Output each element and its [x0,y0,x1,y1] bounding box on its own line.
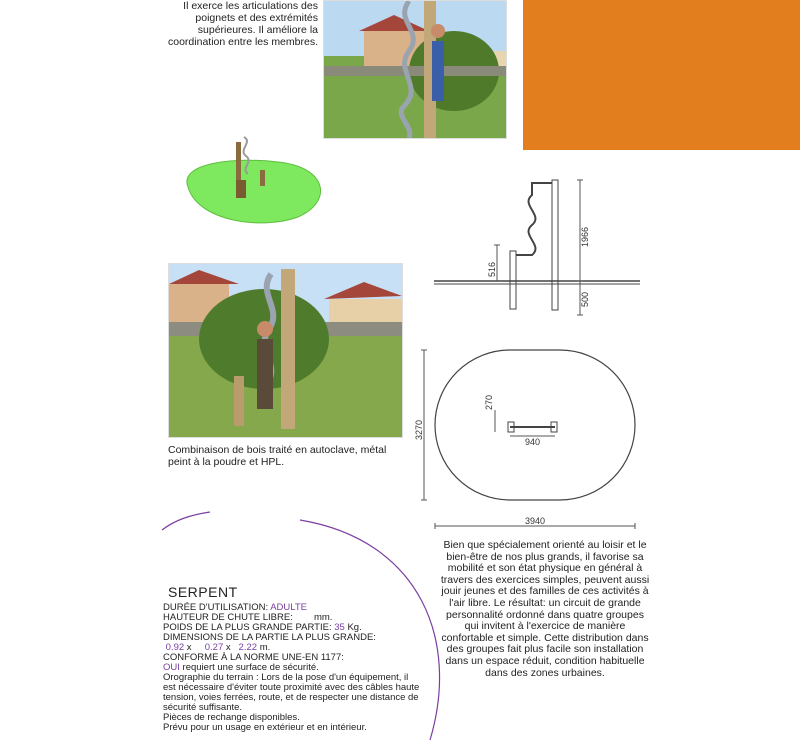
spec-orographie: Orographie du terrain : Lors de la pose d'un équipement, il est nécessaire d'éviter toute proximité avec des câbles haute tension, voies ferrées, route, et de respecter une distance de sécurité suffisante. [163,672,420,713]
dim-area-width: 3940 [525,516,546,526]
spec-dim-y: 0.27 [204,642,224,653]
spec-norme-text: requiert une surface de sécurité. [182,662,319,673]
spec-poids-value: 35 [334,622,345,633]
spec-dim-sep-1: x [186,642,192,653]
spec-norme-label: CONFORME À LA NORME UNE-EN 1177: [163,652,344,663]
dim-area-height: 3270 [414,419,424,440]
spec-usage: Prévu pour un usage en extérieur et en intérieur. [163,722,367,733]
spec-hauteur-unit: mm. [313,612,333,623]
spec-dim-unit: m. [259,642,271,653]
dim-total-height: 1966 [580,226,590,247]
intro-text: Il exerce les articulations des poignets et des extrémités supérieures. Il améliore la coordination entre les membres. [168,0,318,48]
dim-foundation-depth: 500 [580,291,590,307]
product-title: SERPENT [168,584,238,600]
material-caption: Combinaison de bois traité en autoclave, métal peint à la poudre et HPL. [168,444,387,468]
spec-poids-label: POIDS DE LA PLUS GRANDE PARTIE: [163,622,332,633]
spec-dim-x: 0.92 [165,642,185,653]
spec-norme-value: OUI [163,662,180,673]
spec-dim-z: 2.22 [238,642,258,653]
dim-footprint-width: 940 [525,437,541,447]
dim-footprint-depth: 270 [484,394,494,410]
spec-poids-unit: Kg. [347,622,362,633]
spec-dim-sep-2: x [225,642,231,653]
spec-hauteur-label: HAUTEUR DE CHUTE LIBRE: [163,612,293,623]
spec-dimensions-label: DIMENSIONS DE LA PARTIE LA PLUS GRANDE: [163,632,376,643]
spec-duree-label: DURÉE D'UTILISATION: [163,602,269,613]
spec-duree-value: ADULTE [270,602,307,613]
product-specs [163,603,423,733]
dim-low-bar-height: 516 [487,261,497,277]
spec-pieces: Pièces de rechange disponibles. [163,712,300,723]
product-description: Bien que spécialement orienté au loisir et le bien-être de nos plus grands, il favorise sa mobilité et son état physique en général à travers des exercices simples, peuvent aussi jouir jeunes et des familles de ces activités à l'air libre. Le résultat: un circuit de grande personnalité ordonné dans quatre groupes qui invitent à l'exercice de manière confortable et simple. Cette distribution dans des groupes fait plus facile son installation dans un espace réduit, condition habituelle dans des zones urbaines. [440,539,650,679]
